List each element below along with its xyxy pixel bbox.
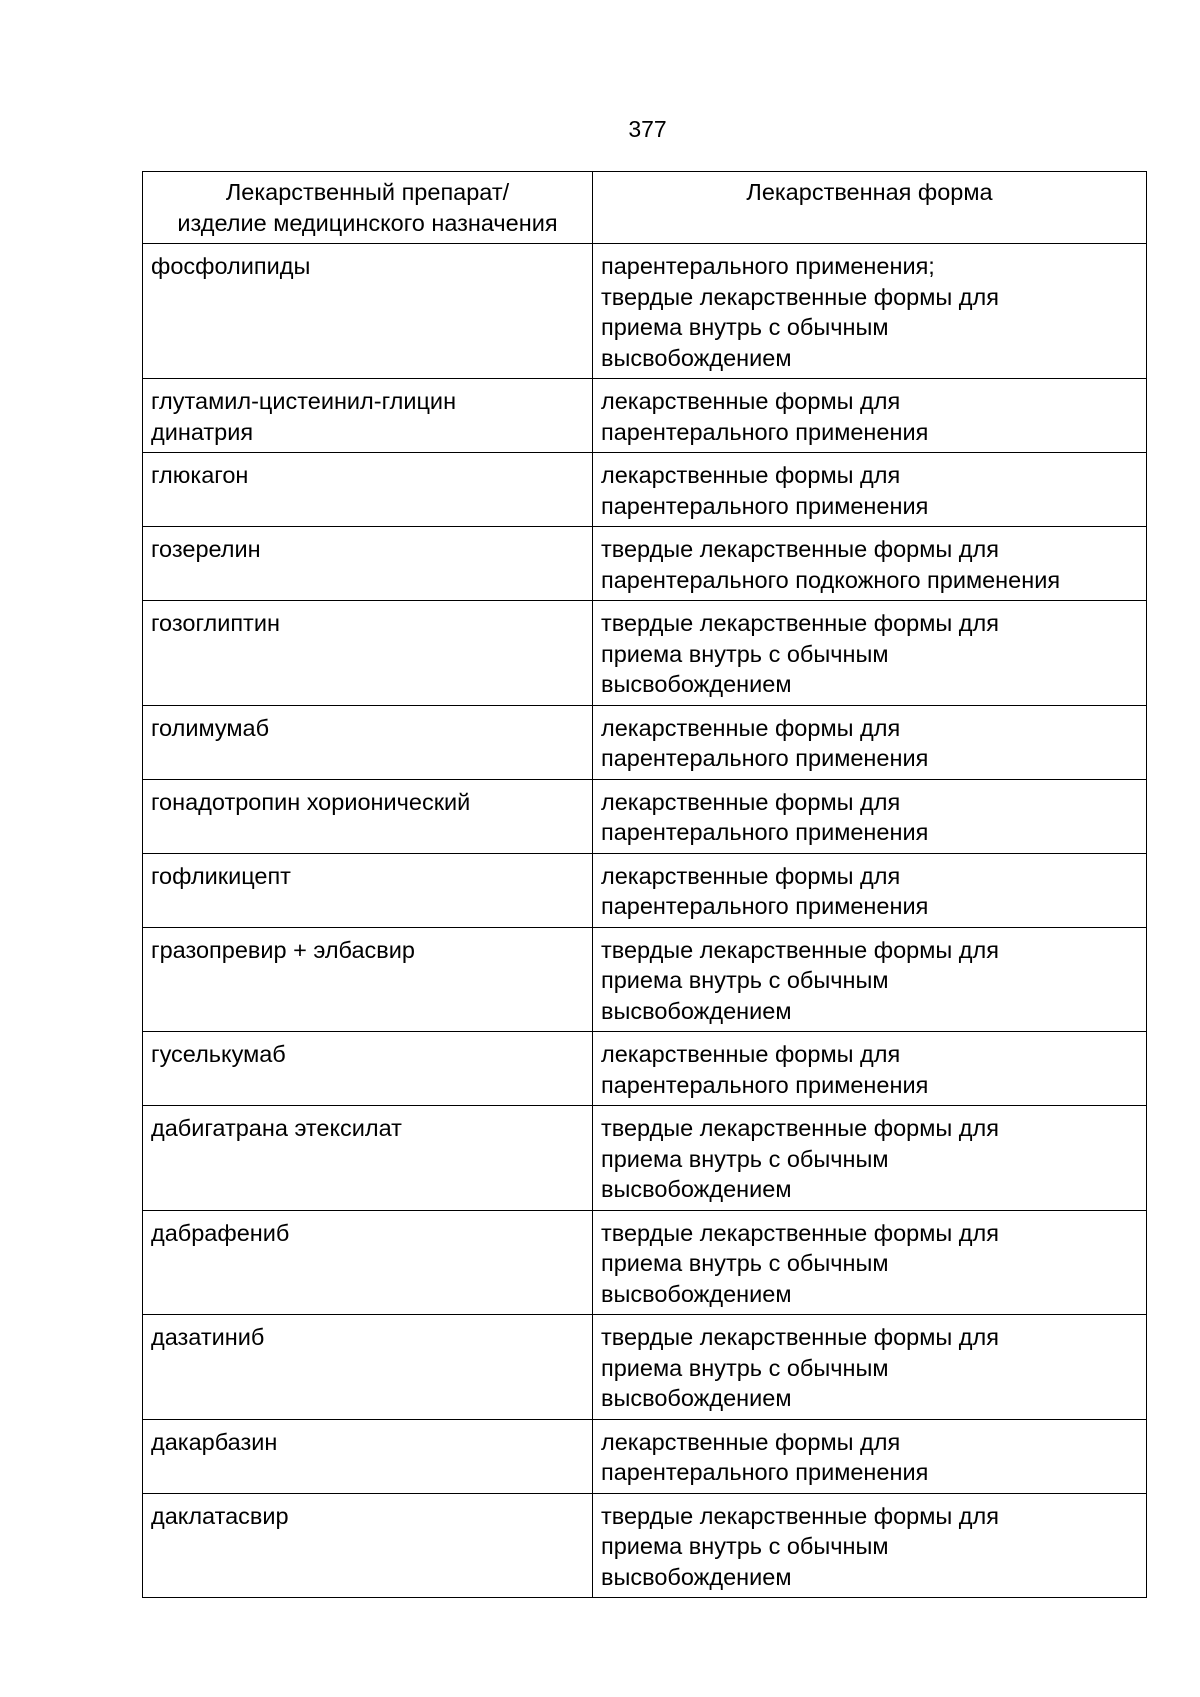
dosage-form-line: лекарственные формы для xyxy=(601,714,901,741)
dosage-form-line: твердые лекарственные формы для xyxy=(601,936,999,963)
dosage-form-cell xyxy=(593,705,1147,779)
dosage-form-line: парентерального подкожного применения xyxy=(601,566,1061,593)
drug-table xyxy=(142,171,1147,1598)
dosage-form-cell xyxy=(593,1210,1147,1315)
drug-name-cell xyxy=(143,1315,593,1420)
header-form-line: Лекарственная форма xyxy=(746,179,993,205)
drug-name-cell xyxy=(143,1419,593,1493)
table-row xyxy=(143,601,1147,706)
drug-name-cell xyxy=(143,1493,593,1598)
dosage-form-cell xyxy=(593,853,1147,927)
dosage-form-line: лекарственные формы для xyxy=(601,388,901,414)
table-row xyxy=(143,1106,1147,1211)
dosage-form-cell xyxy=(593,779,1147,853)
table-row xyxy=(143,527,1147,601)
dosage-form-line: приема внутрь с обычным xyxy=(601,314,889,340)
drug-name-line: дакарбазин xyxy=(151,1428,278,1455)
dosage-form-line: парентерального применения xyxy=(601,418,929,445)
dosage-form-line: парентерального применения; xyxy=(601,253,935,279)
dosage-form-line: высвобождением xyxy=(601,1280,792,1307)
dosage-form-line: лекарственные формы для xyxy=(601,462,901,488)
drug-name-line: голимумаб xyxy=(151,714,270,741)
dosage-form-line: парентерального применения xyxy=(601,492,929,519)
dosage-form-line: высвобождением xyxy=(601,1563,792,1590)
table-row xyxy=(143,453,1147,527)
dosage-form-line: приема внутрь с обычным xyxy=(601,640,889,667)
dosage-form-cell xyxy=(593,1493,1147,1598)
drug-name-cell xyxy=(143,927,593,1032)
dosage-form-line: высвобождением xyxy=(601,344,792,371)
table-row xyxy=(143,1419,1147,1493)
dosage-form-line: твердые лекарственные формы для xyxy=(601,1502,999,1529)
drug-name-line: гразопревир + элбасвир xyxy=(151,936,415,963)
dosage-form-cell xyxy=(593,1032,1147,1106)
table-row xyxy=(143,853,1147,927)
dosage-form-line: парентерального применения xyxy=(601,1459,929,1485)
drug-name-cell xyxy=(143,705,593,779)
dosage-form-line: парентерального применения xyxy=(601,893,929,919)
table-header xyxy=(143,172,1147,244)
drug-name-cell xyxy=(143,1210,593,1315)
table-row xyxy=(143,1315,1147,1420)
dosage-form-line: парентерального применения xyxy=(601,1071,929,1098)
table-row xyxy=(143,1210,1147,1315)
dosage-form-line: высвобождением xyxy=(601,1385,792,1411)
drug-name-cell xyxy=(143,527,593,601)
drug-name-line: дабрафениб xyxy=(151,1219,290,1246)
dosage-form-cell xyxy=(593,1315,1147,1420)
dosage-form-line: приема внутрь с обычным xyxy=(601,1354,889,1381)
drug-name-cell xyxy=(143,244,593,379)
drug-name-line: глутамил-цистеинил-глицин xyxy=(151,388,457,414)
dosage-form-line: лекарственные формы для xyxy=(601,788,901,815)
dosage-form-cell xyxy=(593,1106,1147,1211)
drug-name-cell xyxy=(143,601,593,706)
dosage-form-line: твердые лекарственные формы для xyxy=(601,536,999,562)
drug-name-line: глюкагон xyxy=(151,462,249,488)
table-row xyxy=(143,705,1147,779)
drug-name-cell xyxy=(143,853,593,927)
table-row xyxy=(143,779,1147,853)
drug-name-cell xyxy=(143,379,593,453)
dosage-form-cell xyxy=(593,453,1147,527)
drug-name-line: гуселькумаб xyxy=(151,1041,286,1067)
drug-name-line: гонадотропин хорионический xyxy=(151,788,471,815)
drug-name-line: дазатиниб xyxy=(151,1324,265,1350)
dosage-form-line: твердые лекарственные формы для xyxy=(601,1115,999,1141)
table-row xyxy=(143,1493,1147,1598)
drug-name-cell xyxy=(143,779,593,853)
table-row xyxy=(143,244,1147,379)
dosage-form-line: приема внутрь с обычным xyxy=(601,1250,889,1276)
drug-name-cell xyxy=(143,453,593,527)
drug-name-line: гозерелин xyxy=(151,536,261,562)
dosage-form-line: парентерального применения xyxy=(601,819,929,845)
drug-name-line: динатрия xyxy=(151,418,254,445)
header-form xyxy=(593,172,1147,244)
table-row xyxy=(143,1032,1147,1106)
dosage-form-cell xyxy=(593,244,1147,379)
drug-name-line: даклатасвир xyxy=(151,1502,289,1529)
header-row xyxy=(143,172,1147,244)
dosage-form-line: парентерального применения xyxy=(601,745,929,771)
dosage-form-line: лекарственные формы для xyxy=(601,1428,901,1455)
drug-name-line: гофликицепт xyxy=(151,862,291,889)
dosage-form-line: твердые лекарственные формы для xyxy=(601,1324,999,1350)
table-body xyxy=(143,244,1147,1598)
header-drug-line: Лекарственный препарат/ xyxy=(225,179,510,205)
drug-name-line: дабигатрана этексилат xyxy=(151,1115,402,1141)
dosage-form-cell xyxy=(593,601,1147,706)
dosage-form-line: высвобождением xyxy=(601,1176,792,1202)
dosage-form-line: приема внутрь с обычным xyxy=(601,1533,889,1559)
dosage-form-line: лекарственные формы для xyxy=(601,1041,901,1067)
dosage-form-cell xyxy=(593,527,1147,601)
page-number: 377 xyxy=(628,116,667,142)
dosage-form-cell xyxy=(593,1419,1147,1493)
dosage-form-line: твердые лекарственные формы для xyxy=(601,283,999,310)
drug-name-cell xyxy=(143,1106,593,1211)
dosage-form-line: твердые лекарственные формы для xyxy=(601,1219,999,1246)
table-row xyxy=(143,927,1147,1032)
dosage-form-line: твердые лекарственные формы для xyxy=(601,610,999,636)
header-drug xyxy=(143,172,593,244)
drug-name-line: фосфолипиды xyxy=(151,253,311,279)
header-drug-line: изделие медицинского назначения xyxy=(177,209,558,236)
dosage-form-cell xyxy=(593,927,1147,1032)
table-row xyxy=(143,379,1147,453)
drug-name-line: гозоглиптин xyxy=(151,610,280,636)
drug-name-cell xyxy=(143,1032,593,1106)
dosage-form-line: высвобождением xyxy=(601,671,792,697)
dosage-form-line: лекарственные формы для xyxy=(601,862,901,889)
dosage-form-line: приема внутрь с обычным xyxy=(601,967,889,993)
dosage-form-line: высвобождением xyxy=(601,997,792,1024)
dosage-form-line: приема внутрь с обычным xyxy=(601,1145,889,1172)
dosage-form-cell xyxy=(593,379,1147,453)
